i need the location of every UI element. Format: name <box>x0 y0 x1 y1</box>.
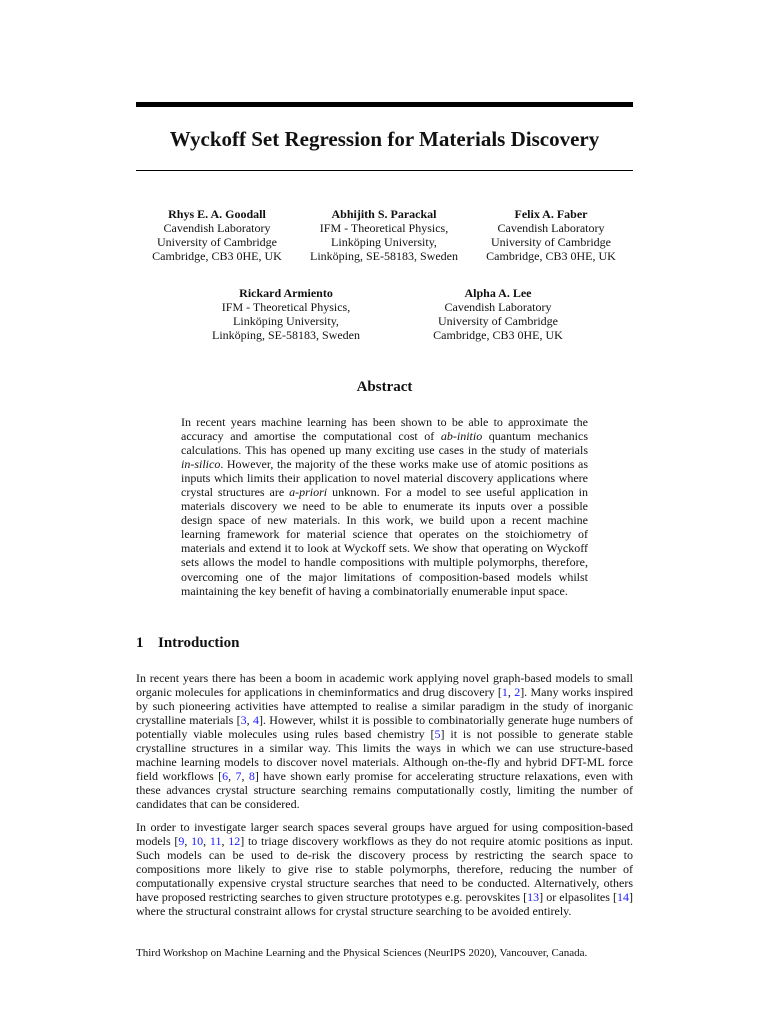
author-name: Abhijith S. Parackal <box>331 207 437 221</box>
abstract-italic-term: a-priori <box>289 485 328 500</box>
section-title: Introduction <box>158 635 240 651</box>
citation-separator: , <box>246 713 253 728</box>
intro-paragraph-1 <box>136 671 633 811</box>
title-top-rule <box>136 102 633 107</box>
author-affiliation-line: IFM - Theoretical Physics, <box>221 300 351 314</box>
section-heading-introduction <box>136 633 239 653</box>
body-text-run: ]. However, whilst it is possible to combinatorially generate huge numbers of potentially viable molecules using rules based chemistry [ <box>136 713 633 742</box>
author-affiliation-line: Cambridge, CB3 0HE, UK <box>433 328 563 342</box>
author-block-3 <box>470 207 632 263</box>
author-affiliation-line: Cavendish Laboratory <box>497 221 605 235</box>
author-affiliation-line: Cambridge, CB3 0HE, UK <box>152 249 282 263</box>
citation-separator: , <box>228 769 236 784</box>
author-name: Alpha A. Lee <box>464 286 532 300</box>
author-affiliation-line: University of Cambridge <box>157 235 277 249</box>
author-block-5 <box>416 286 580 342</box>
section-number: 1 <box>136 635 144 651</box>
body-text-run: ] where the structural constraint allows for crystal structure searching to be avoided entirely. <box>136 890 633 919</box>
workshop-footer: Third Workshop on Machine Learning and the Physical Sciences (NeurIPS 2020), Vancouver, Canada. <box>136 947 588 959</box>
author-affiliation-line: Cavendish Laboratory <box>444 300 552 314</box>
citation-link[interactable]: 9 <box>178 834 185 849</box>
author-affiliation-line: University of Cambridge <box>438 314 558 328</box>
abstract-heading: Abstract <box>356 379 413 395</box>
abstract-text-run: . However, the majority of the these works make use of atomic positions as inputs which limits their application to novel material discovery applications where crystal structures are <box>181 457 588 500</box>
body-text-run: ] have shown early promise for accelerating structure relaxations, even with these advances crystal structure searching remains computationally costly, limiting the number of candidates that can be considered. <box>136 769 633 812</box>
author-affiliation-line: Linköping, SE-58183, Sweden <box>212 328 360 342</box>
author-affiliation-line: Linköping University, <box>233 314 339 328</box>
citation-link[interactable]: 7 <box>235 769 242 784</box>
citation-separator: , <box>507 685 515 700</box>
citation-link[interactable]: 13 <box>527 890 540 905</box>
citation-link[interactable]: 1 <box>501 685 508 700</box>
title-bottom-rule <box>136 170 633 171</box>
author-name: Felix A. Faber <box>514 207 588 221</box>
citation-link[interactable]: 2 <box>514 685 521 700</box>
body-text-run: ] or elpasolites [ <box>539 890 617 905</box>
body-text-run: ] to triage discovery workflows as they do not require atomic positions as input. Such models can be used to de-risk the discovery process by restricting the search space to compositions more likely to give rise to stable polymorphs, therefore, reducing the number of computationally expensive crystal structure searches that need to be conducted. Alternatively, others have proposed restricting searches to given structure prototypes e.g. perovskites [ <box>136 834 634 905</box>
author-block-2 <box>296 207 472 263</box>
abstract-text-run: unknown. For a model to see useful application in materials discovery we need to be able to enumerate its inputs over a possible design space of new materials. In this work, we build upon a recent machine learning framework for material science that operates on the stoichiometry of materials and extend it to look at Wyckoff sets. We show that operating on Wyckoff sets allows the model to handle compositions with multiple polymorphs, therefore, overcoming one of the major limitations of composition-based models whilst maintaining the key benefit of having a combinatorially enumerable input space. <box>181 485 588 598</box>
abstract-text-run: In recent years machine learning has been shown to be able to approximate the accuracy and amortise the computational cost of <box>181 415 588 444</box>
citation-separator: , <box>184 834 192 849</box>
author-affiliation-line: Cambridge, CB3 0HE, UK <box>486 249 616 263</box>
citation-separator: , <box>203 834 210 849</box>
citation-link[interactable]: 14 <box>616 890 629 905</box>
citation-separator: , <box>241 769 249 784</box>
body-text-run: ] it is not possible to generate stable crystalline structures in a similar way. This limits the ways in which we can use structure-based machine learning models to discover novel materials. Although on-the-fly and hybrid DFT-ML force field workflows [ <box>136 727 633 784</box>
author-name: Rhys E. A. Goodall <box>168 207 266 221</box>
abstract-italic-term: ab-initio <box>440 429 483 444</box>
abstract-text <box>181 415 588 598</box>
citation-link[interactable]: 10 <box>191 834 204 849</box>
paper-title: Wyckoff Set Regression for Materials Discovery <box>169 127 600 151</box>
author-block-4 <box>196 286 376 342</box>
citation-link[interactable]: 5 <box>434 727 441 742</box>
citation-link[interactable]: 12 <box>228 834 241 849</box>
citation-link[interactable]: 6 <box>222 769 229 784</box>
citation-link[interactable]: 8 <box>248 769 255 784</box>
abstract-italic-term: in-silico <box>181 457 221 472</box>
body-text-run: In order to investigate larger search spaces several groups have argued for using composition-based models [ <box>136 820 633 849</box>
author-affiliation-line: Cavendish Laboratory <box>163 221 271 235</box>
citation-separator: , <box>221 834 229 849</box>
abstract-text-run: quantum mechanics calculations. This has opened up many exciting use cases in the study of materials <box>181 429 588 458</box>
citation-link[interactable]: 3 <box>240 713 247 728</box>
body-text-run: ]. Many works inspired by such pioneering activities have attempted to realise a similar paradigm in the study of inorganic crystalline materials [ <box>136 685 634 728</box>
author-name: Rickard Armiento <box>239 286 333 300</box>
author-affiliation-line: IFM - Theoretical Physics, <box>319 221 449 235</box>
author-affiliation-line: Linköping University, <box>331 235 437 249</box>
author-block-1 <box>136 207 298 263</box>
body-text-run: In recent years there has been a boom in academic work applying novel graph-based models to small organic molecules for applications in cheminformatics and drug discovery [ <box>136 671 633 700</box>
citation-link[interactable]: 4 <box>252 713 259 728</box>
citation-link[interactable]: 11 <box>209 834 222 849</box>
author-affiliation-line: Linköping, SE-58183, Sweden <box>310 249 458 263</box>
intro-paragraph-2 <box>136 820 633 918</box>
author-affiliation-line: University of Cambridge <box>491 235 611 249</box>
